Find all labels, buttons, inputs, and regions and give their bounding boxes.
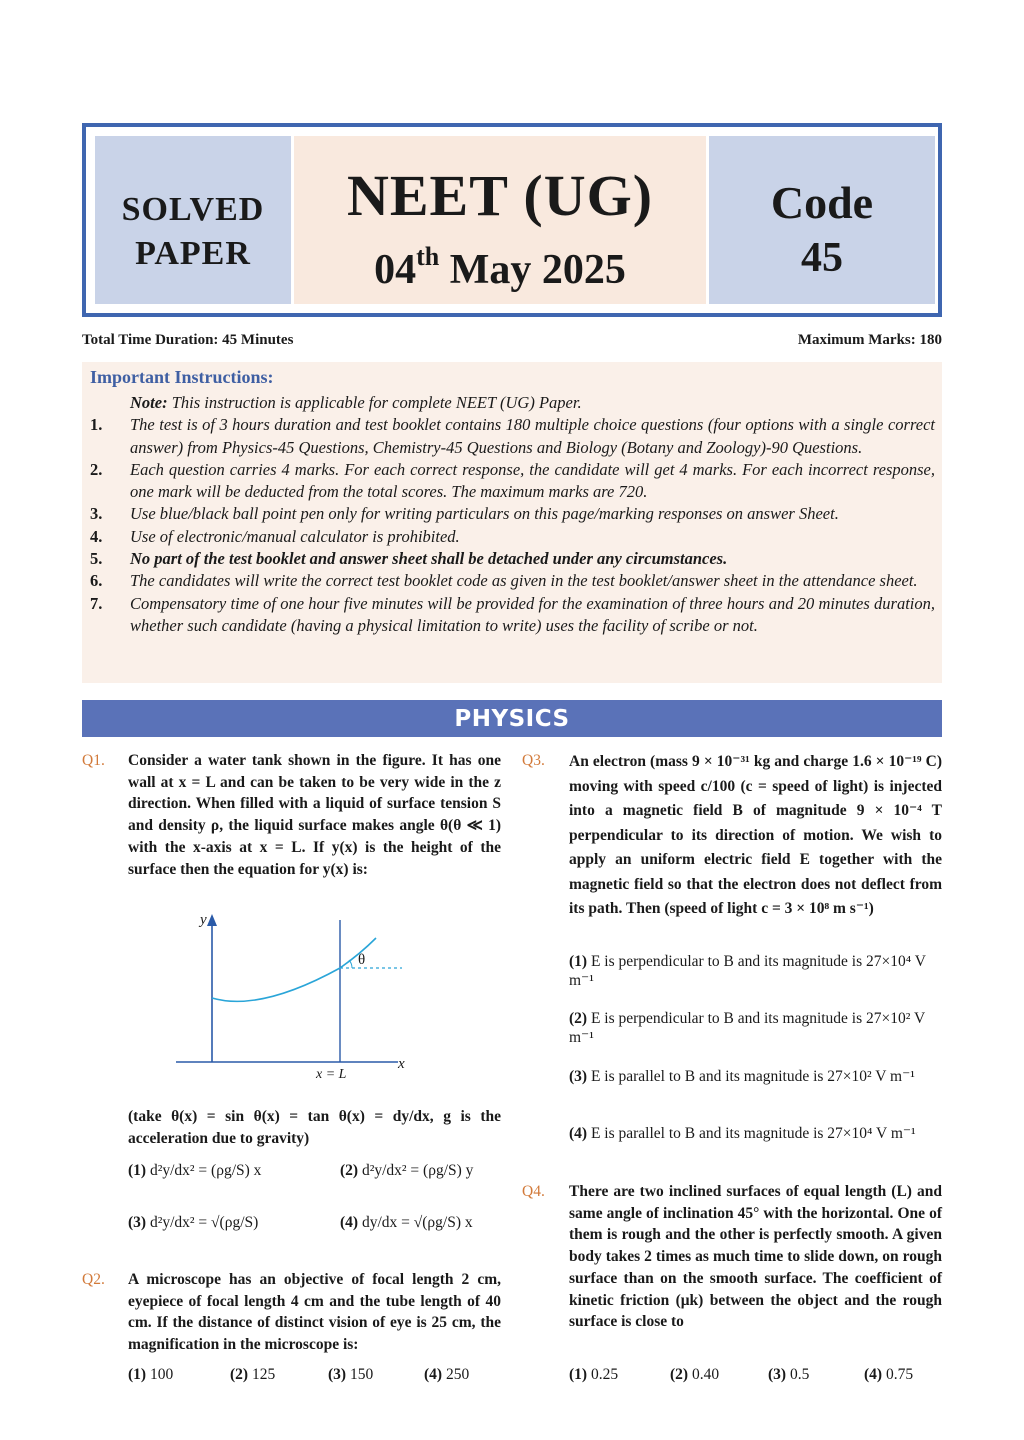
instruction-item: 4. Use of electronic/manual calculator is prohibited. — [90, 526, 460, 546]
instruction-item: 2. Each question carries 4 marks. For each correct response, the candidate will get 4 marks. For each incorrect response, one mark will be deducted from the total scores. The maximum marks are 720. — [90, 459, 935, 502]
water-tank-figure — [170, 912, 410, 1088]
question-text-q2: A microscope has an objective of focal length 2 cm, eyepiece of focal length 4 cm and the tube length of 40 cm. If the distance of distinct vision of eye is 25 cm, the magnification in the microscope is: — [128, 1271, 501, 1354]
y-axis-arrow-icon — [207, 914, 217, 926]
angle-arc — [349, 960, 352, 968]
question-text-q1: Consider a water tank shown in the figure. It has one wall at x = L and can be taken to be very wide in the z direction. When filled with a liquid of surface tension S and density ρ, the liquid surface makes angle θ(θ ≪ 1) with the x-axis at x = L. If y(x) is the height of the surface then the equation for y(x) is: — [128, 752, 501, 878]
option: (3) d²y/dx² = √(ρg/S) — [128, 1214, 259, 1231]
option: (3) 0.5 — [768, 1366, 810, 1383]
solved-label: SOLVED — [121, 191, 265, 228]
question-note-q1: (take θ(x) = sin θ(x) = tan θ(x) = dy/dx, g is the acceleration due to gravity) — [128, 1108, 501, 1147]
question-number: Q2. — [82, 1271, 105, 1288]
option: (3) 150 — [328, 1366, 374, 1383]
option: (1) 100 — [128, 1366, 174, 1383]
code-cell — [709, 136, 935, 304]
instruction-item: 5. No part of the test booklet and answer sheet shall be detached under any circumstances. — [90, 549, 728, 569]
meta-row — [82, 332, 942, 349]
instruction-item: 6. The candidates will write the correct test booklet code as given in the test booklet/answer sheet in the attendance sheet. — [90, 571, 918, 591]
instruction-note: Note: This instruction is applicable for complete NEET (UG) Paper. — [130, 393, 582, 412]
instruction-item: 1. The test is of 3 hours duration and test booklet contains 180 multiple choice questions (four options with a single correct answer) from Physics-45 Questions, Chemistry-45 Questions and Biology (Botany and Zoology)-90 Questions. — [90, 415, 935, 457]
title-banner — [82, 123, 942, 317]
angle-label: θ — [358, 952, 366, 968]
instructions-list — [90, 392, 935, 637]
option: (1) d²y/dx² = (ρg/S) x — [128, 1162, 262, 1179]
instruction-item: 7. Compensatory time of one hour five minutes will be provided for the examination of three hours and 20 minutes duration, whether such candidate (having a physical limitation to write) uses the facility of scribe or not. — [90, 593, 935, 635]
exam-cell — [294, 136, 706, 304]
question-text-q3: An electron (mass 9 × 10⁻³¹ kg and charge 1.6 × 10⁻¹⁹ C) moving with speed c/100 (c = speed of light) is injected into a magnetic field B of magnitude 9 × 10⁻⁴ T perpendicular to its direction of motion. We wish to apply an uniform electric field E together with the magnetic field so that the electron does not deflect from its path. Then (speed of light c = 3 × 10⁸ m s⁻¹) — [569, 753, 942, 917]
option: (3) E is parallel to B and its magnitude is 27×10² V m⁻¹ — [569, 1068, 915, 1085]
exam-date: 04th May 2025 — [374, 242, 626, 293]
option: (4) dy/dx = √(ρg/S) x — [340, 1214, 473, 1231]
section-heading-physics: PHYSICS — [82, 700, 942, 737]
option: (2) 0.40 — [670, 1366, 720, 1383]
question-number: Q3. — [522, 752, 545, 769]
liquid-surface-curve — [212, 938, 376, 1001]
question-number: Q1. — [82, 752, 105, 769]
option: (4) 250 — [424, 1366, 470, 1383]
option: (2) d²y/dx² = (ρg/S) y — [340, 1162, 474, 1179]
option: (4) E is parallel to B and its magnitude is 27×10⁴ V m⁻¹ — [569, 1125, 916, 1142]
option: (4) 0.75 — [864, 1366, 914, 1383]
paper-label: PAPER — [135, 235, 251, 272]
option: (2) 125 — [230, 1366, 276, 1383]
instructions-title: Important Instructions: — [90, 367, 274, 387]
instructions-box — [82, 362, 942, 683]
solved-paper-cell — [95, 136, 291, 304]
question-number: Q4. — [522, 1183, 545, 1200]
y-axis-label: y — [200, 912, 207, 928]
wall-position-label: x = L — [316, 1067, 347, 1082]
maximum-marks: Maximum Marks: 180 — [797, 332, 942, 348]
option: (1) E is perpendicular to B and its magnitude is 27×10⁴ V m⁻¹ — [569, 953, 926, 989]
option: (1) 0.25 — [569, 1366, 619, 1383]
x-axis-label: x — [398, 1056, 405, 1072]
code-number: 45 — [801, 235, 843, 281]
exam-title: NEET (UG) — [346, 163, 654, 228]
option: (2) E is perpendicular to B and its magnitude is 27×10² V m⁻¹ — [569, 1010, 925, 1046]
code-label: Code — [770, 177, 874, 228]
question-text-q4: There are two inclined surfaces of equal length (L) and same angle of inclination 45° with the horizontal. One of them is rough and the other is perfectly smooth. A given body takes 2 times as much time to slide down, on rough surface than on the smooth surface. The coefficient of kinetic friction (μk) between the object and the rough surface is close to — [569, 1183, 942, 1331]
total-duration: Total Time Duration: 45 Minutes — [82, 332, 294, 348]
instruction-item: 3. Use blue/black ball point pen only for writing particulars on this page/marking responses on answer Sheet. — [90, 504, 839, 524]
